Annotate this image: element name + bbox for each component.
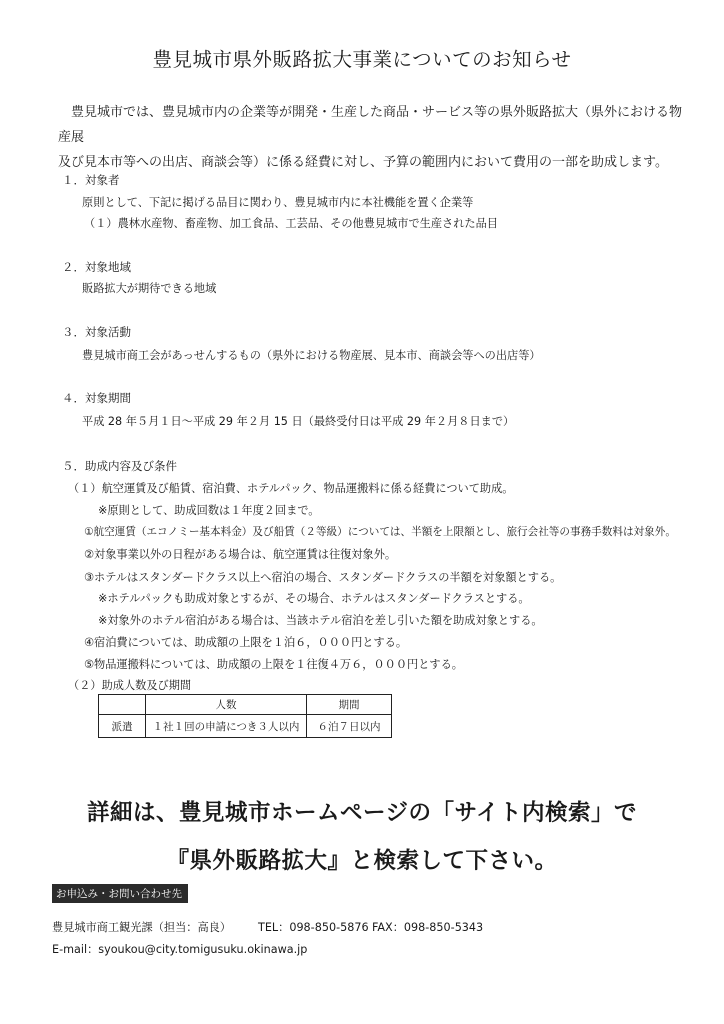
table-row-label: 派遣 (99, 715, 146, 738)
notice-line-2: 『県外販路拡大』と検索して下さい。 (166, 848, 558, 874)
section-5-condition-5: ⑤物品運搬料については、助成額の上限を１往復４万６，０００円とする。 (84, 658, 463, 671)
intro-paragraph (58, 100, 688, 175)
section-5-item-2: （２）助成人数及び期間 (68, 679, 192, 692)
section-5-note-2: ※ホテルパックも助成対象とするが、その場合、ホテルはスタンダードクラスとする。 (98, 592, 530, 605)
contact-tel: TEL：098-850-5876 (258, 921, 369, 934)
section-5-condition-4: ④宿泊費については、助成額の上限を１泊６，０００円とする。 (84, 636, 408, 649)
contact-fax: FAX：098-850-5343 (372, 921, 484, 934)
table-header-empty (99, 695, 146, 715)
section-5-condition-1: ①航空運賃（エコノミー基本料金）及び船賃（２等級）については、半額を上限額とし、旅行会社等の事務手数料は対象外。 (84, 526, 676, 538)
section-3-heading: ３．対象活動 (62, 325, 131, 339)
section-5-note-3: ※対象外のホテル宿泊がある場合は、当該ホテル宿泊を差し引いた額を助成対象とする。 (98, 614, 543, 627)
table-header-count: 人数 (146, 695, 307, 715)
section-5-condition-2: ②対象事業以外の日程がある場合は、航空運賃は往復対象外。 (84, 548, 397, 561)
table-header-row (99, 695, 392, 715)
intro-line-2: 及び見本市等への出店、商談会等）に係る経費に対し、予算の範囲内において費用の一部を助成します。 (58, 155, 668, 170)
section-2-heading: ２．対象地域 (62, 260, 131, 274)
section-4-line-1: 平成 28 年５月１日～平成 29 年２月 15 日（最終受付日は平成 29 年２月８日まで） (82, 415, 515, 428)
section-1-line-1: 原則として、下記に掲げる品目に関わり、豊見城市内に本社機能を置く企業等 (82, 196, 474, 209)
section-1-line-2: （１）農林水産物、畜産物、加工食品、工芸品、その他豊見城市で生産された品目 (84, 217, 498, 230)
section-3-line-1: 豊見城市商工会があっせんするもの（県外における物産展、見本市、商談会等への出店等） (82, 349, 541, 362)
contact-office: 豊見城市商工観光課（担当：高良） (52, 921, 232, 934)
table-row-period: ６泊７日以内 (307, 715, 392, 738)
section-2-line-1: 販路拡大が期待できる地域 (82, 282, 217, 295)
section-5-item-1: （１）航空運賃及び船賃、宿泊費、ホテルパック、物品運搬料に係る経費について助成。 (68, 482, 514, 495)
section-5-note-1: ※原則として、助成回数は１年度２回まで。 (98, 504, 320, 517)
section-5-condition-3: ③ホテルはスタンダードクラス以上へ宿泊の場合、スタンダードクラスの半額を対象額とする。 (84, 571, 562, 584)
section-4-heading: ４．対象期間 (62, 391, 131, 405)
contact-email: E-mail：syoukou@city.tomigusuku.okinawa.jp (52, 943, 308, 956)
notice-line-1: 詳細は、豊見城市ホームページの「サイト内検索」で (87, 800, 637, 826)
contact-label: お申込み・お問い合わせ先 (52, 884, 188, 903)
section-5-heading: ５．助成内容及び条件 (62, 459, 177, 473)
subsidy-table (98, 694, 392, 738)
section-1-heading: １．対象者 (62, 173, 120, 187)
intro-line-1: 豊見城市では、豊見城市内の企業等が開発・生産した商品・サービス等の県外販路拡大（県外における物産展 (58, 105, 683, 145)
table-header-period: 期間 (307, 695, 392, 715)
table-row-count: １社１回の申請につき３人以内 (146, 715, 307, 738)
page-title: 豊見城市県外販路拡大事業についてのお知らせ (152, 48, 572, 71)
table-row (99, 715, 392, 738)
